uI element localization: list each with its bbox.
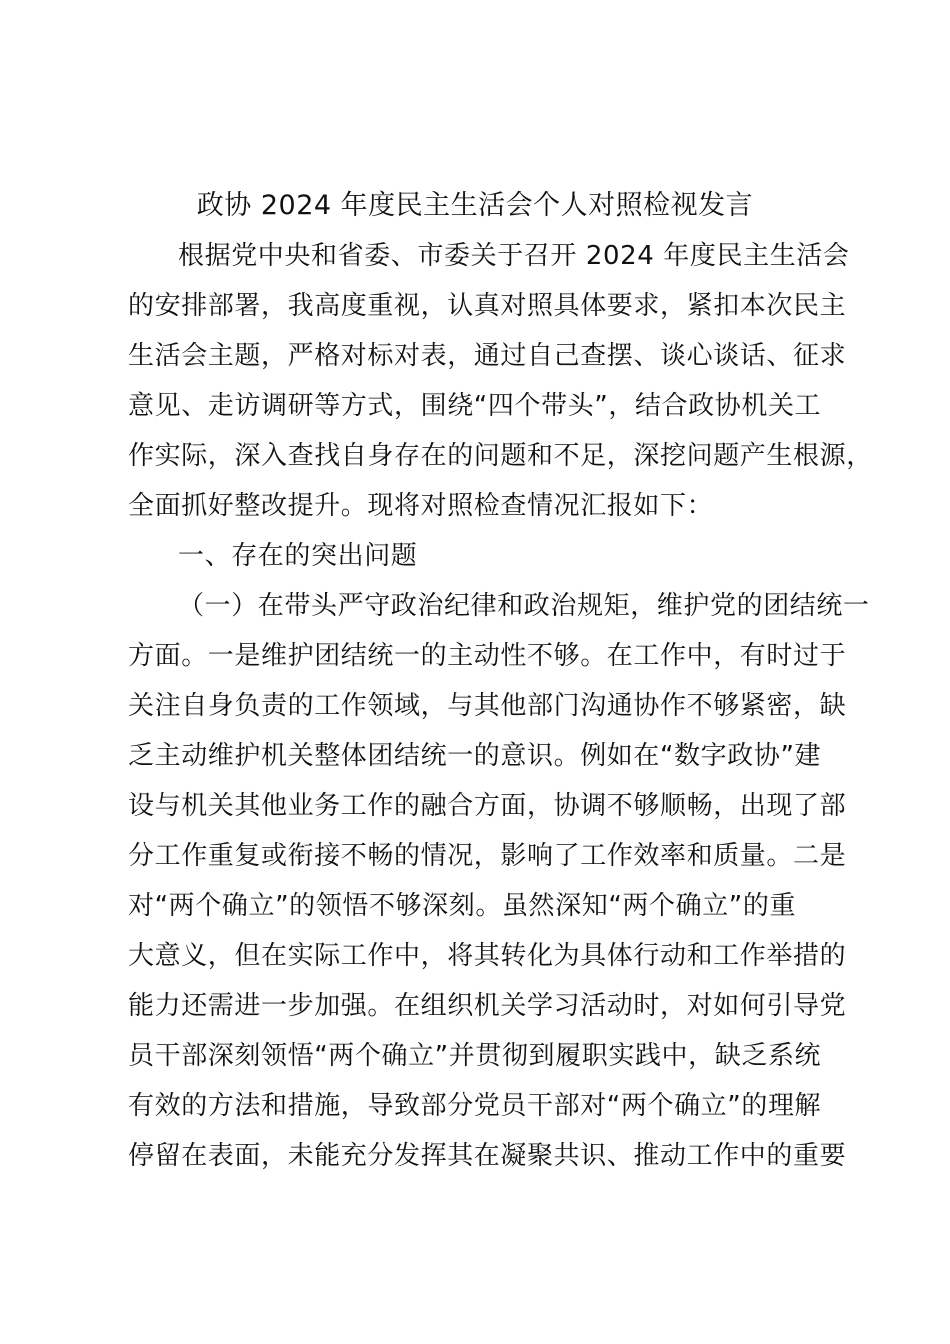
paragraph-line: 设与机关其他业务工作的融合方面，协调不够顺畅，出现了部 xyxy=(128,791,847,821)
paragraph-line: 作实际，深入查找自身存在的问题和不足，深挖问题产生根源， xyxy=(128,441,873,471)
paragraph-line: （一）在带头严守政治纪律和政治规矩，维护党的团结统一 xyxy=(178,591,870,621)
paragraph-line: 方面。一是维护团结统一的主动性不够。在工作中，有时过于 xyxy=(128,641,847,671)
section-heading: 一、存在的突出问题 xyxy=(178,541,418,571)
paragraph-line: 意见、走访调研等方式，围绕“四个带头”，结合政协机关工 xyxy=(128,391,822,421)
paragraph-line: 根据党中央和省委、市委关于召开 2024 年度民主生活会 xyxy=(178,241,850,271)
paragraph-line: 有效的方法和措施，导致部分党员干部对“两个确立”的理解 xyxy=(128,1091,822,1121)
paragraph-line: 大意义，但在实际工作中，将其转化为具体行动和工作举措的 xyxy=(128,941,847,971)
paragraph-line: 关注自身负责的工作领域，与其他部门沟通协作不够紧密，缺 xyxy=(128,691,847,721)
paragraph-line: 员干部深刻领悟“两个确立”并贯彻到履职实践中，缺乏系统 xyxy=(128,1041,822,1071)
paragraph-line: 对“两个确立”的领悟不够深刻。虽然深知“两个确立”的重 xyxy=(128,891,797,921)
paragraph-line: 分工作重复或衔接不畅的情况，影响了工作效率和质量。二是 xyxy=(128,841,847,871)
paragraph-line: 停留在表面，未能充分发挥其在凝聚共识、推动工作中的重要 xyxy=(128,1141,847,1171)
paragraph-line: 全面抓好整改提升。现将对照检查情况汇报如下： xyxy=(128,491,714,521)
paragraph-line: 乏主动维护机关整体团结统一的意识。例如在“数字政协”建 xyxy=(128,741,822,771)
document-title: 政协 2024 年度民主生活会个人对照检视发言 xyxy=(196,190,754,221)
paragraph-line: 能力还需进一步加强。在组织机关学习活动时，对如何引导党 xyxy=(128,991,847,1021)
paragraph-line: 生活会主题，严格对标对表，通过自己查摆、谈心谈话、征求 xyxy=(128,341,847,371)
paragraph-line: 的安排部署，我高度重视，认真对照具体要求，紧扣本次民主 xyxy=(128,291,847,321)
